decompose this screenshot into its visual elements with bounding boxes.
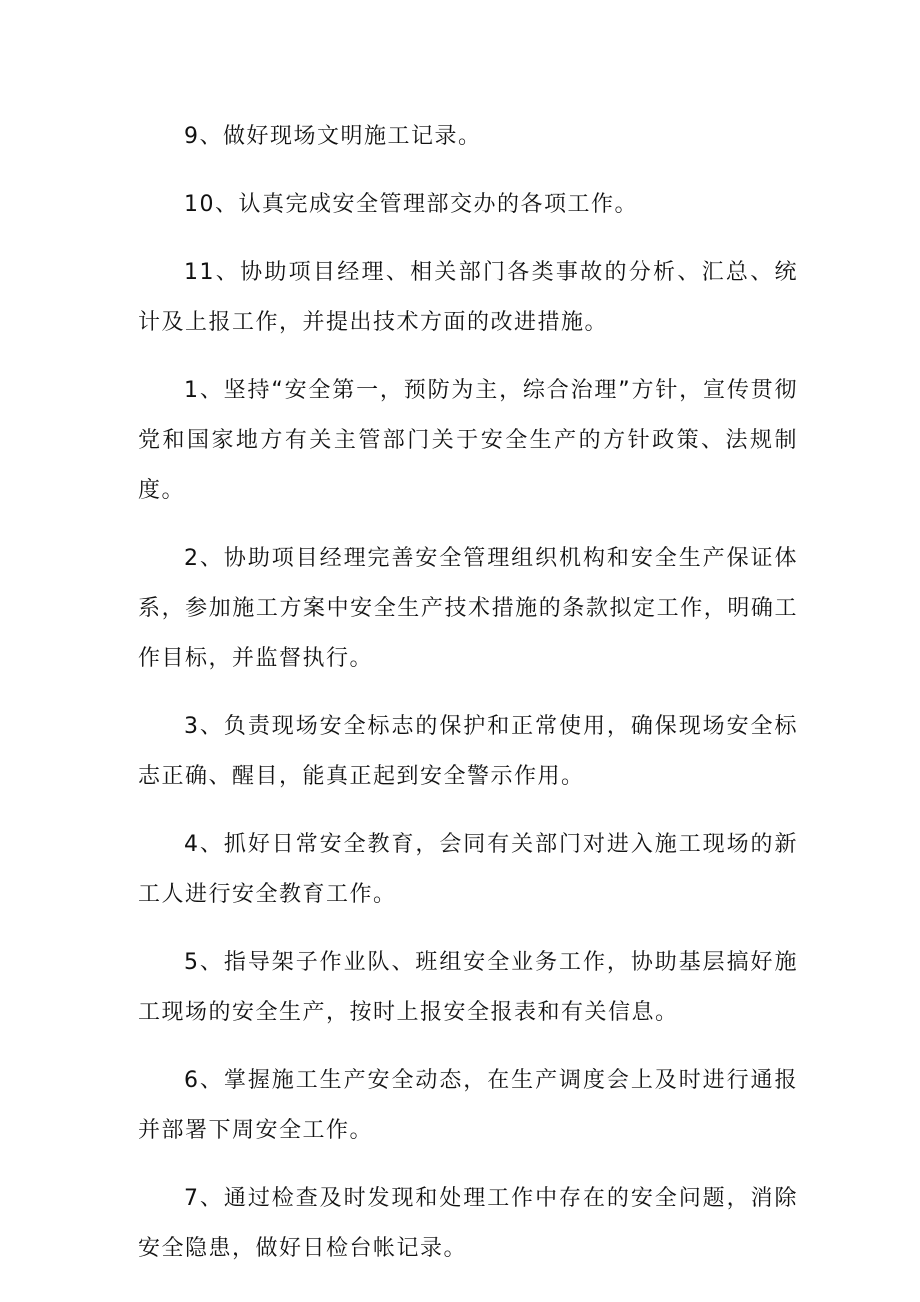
paragraph-item-10: 10、认真完成安全管理部交办的各项工作。	[184, 192, 638, 217]
paragraph-item-2: 2、协助项目经理完善安全管理组织机构和安全生产保证体系，参加施工方案中安全生产技术措施的条款拟定工作，明确工作目标，并监督执行。	[138, 546, 798, 671]
paragraph-item-4: 4、抓好日常安全教育，会同有关部门对进入施工现场的新工人进行安全教育工作。	[138, 832, 798, 907]
paragraph-item-9: 9、做好现场文明施工记录。	[184, 124, 482, 149]
paragraph-item-1: 1、坚持“安全第一，预防为主，综合治理”方针，宣传贯彻党和国家地方有关主管部门关于安全生产的方针政策、法规制度。	[138, 378, 798, 503]
paragraph-item-5: 5、指导架子作业队、班组安全业务工作，协助基层搞好施工现场的安全生产，按时上报安全报表和有关信息。	[138, 950, 798, 1025]
document-body	[138, 112, 798, 1292]
paragraph-item-11: 11、协助项目经理、相关部门各类事故的分析、汇总、统计及上报工作，并提出技术方面的改进措施。	[138, 260, 798, 335]
paragraph-item-3: 3、负责现场安全标志的保护和正常使用，确保现场安全标志正确、醒目，能真正起到安全警示作用。	[138, 714, 798, 789]
paragraph-item-6: 6、掌握施工生产安全动态，在生产调度会上及时进行通报并部署下周安全工作。	[138, 1068, 798, 1143]
paragraph-item-7: 7、通过检查及时发现和处理工作中存在的安全问题，消除安全隐患，做好日检台帐记录。	[138, 1186, 798, 1261]
